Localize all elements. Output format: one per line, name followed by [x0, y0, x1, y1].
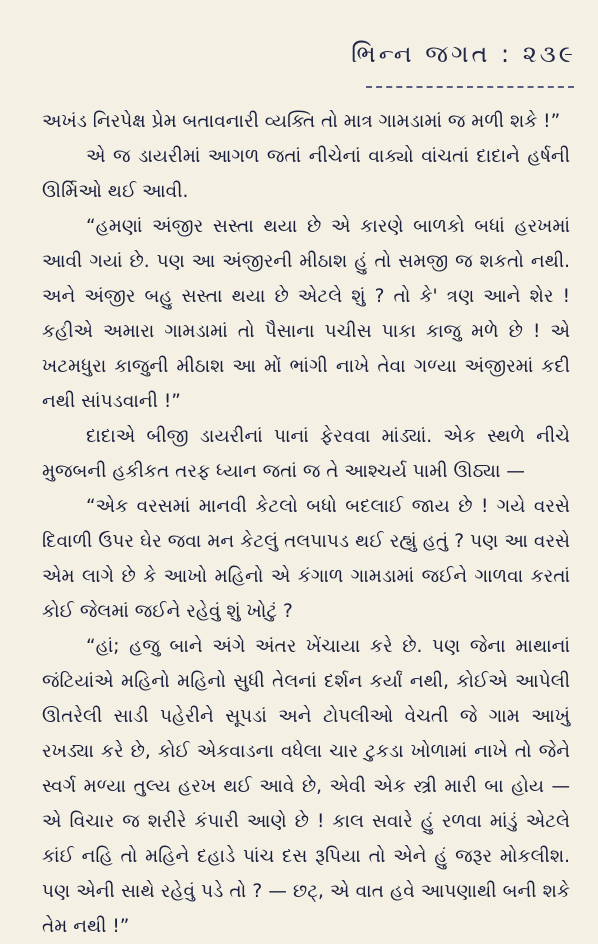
- paragraph: “હમણાં અંજીર સસ્તા થયા છે એ કારણે બાળકો બધાં હરખમાં આવી ગયાં છે. પણ આ અંજીરની મીઠાશ હું તો સમજી જ શકતો નથી. અને અંજીર બહુ સસ્તા થયા છે એટલે શું ? તો કે' ત્રણ આને શેર ! કહીએ અમારા ગામડામાં તો પૈસાના પચીસ પાકા કાજુ મળે છે ! એ ખટમધુરા કાજુની મીઠાશ આ મોં ભાંગી નાખે તેવા ગળ્યા અંજીરમાં કદી નથી સાંપડવાની !”: [42, 216, 570, 412]
- paragraph: “એક વરસમાં માનવી કેટલો બધો બદલાઈ જાય છે ! ગયે વરસે દિવાળી ઉપર ઘેર જવા મન કેટલું તલપાપડ થઈ રહ્યું હતું ? પણ આ વરસે એમ લાગે છે કે આખો મહિનો એ કંગાળ ગામડામાં જઈને ગાળવા કરતાં કોઈ જેલમાં જઈને રહેવું શું ખોટું ?: [42, 496, 570, 622]
- paragraph: એ જ ડાયરીમાં આગળ જતાં નીચેનાં વાક્યો વાંચતાં દાદાને હર્ષની ઊર્મિઓ થઈ આવી.: [42, 146, 570, 202]
- paragraph: દાદાએ બીજી ડાયરીનાં પાનાં ફેરવવા માંડ્યાં. એક સ્થળે નીચે મુજબની હકીકત તરફ ધ્યાન જતાં જ તે આશ્ચર્ય પામી ઊઠ્યા —: [42, 426, 570, 482]
- paragraph: “હાં; હજુ બાને અંગે અંતર ખેંચાયા કરે છે. પણ જેના માથાનાં જંટિયાંએ મહિનો મહિનો સુધી તેલનાં દર્શન કર્યાં નથી, કોઈએ આપેલી ઊતરેલી સાડી પહેરીને સૂપડાં અને ટોપલીઓ વેચતી જે ગામ આખું રખડ્યા કરે છે, કોઈ એકવાડના વધેલા ચાર ટુકડા ખોળામાં નાખે તો જેને સ્વર્ગ મળ્યા તુલ્ય હરખ થઈ આવે છે, એવી એક સ્ત્રી મારી બા હોય — એ વિચાર જ શરીરે કંપારી આણે છે ! કાલ સવારે હું રળવા માંડું એટલે કાંઈ નહિ તો મહિને દહાડે પાંચ દસ રૂપિયા તો એને હું જરૂર મોકલીશ. પણ એની સાથે રહેવું પડે તો ? — છટ્, એ વાત હવે આપણાથી બની શકે તેમ નથી !”: [42, 636, 570, 937]
- body-text: [42, 104, 570, 944]
- header-rule: [366, 86, 574, 88]
- running-header: ભિન્ન જગત : ૨૩૯: [351, 40, 576, 68]
- paragraph: અખંડ નિરપેક્ષ પ્રેમ બતાવનારી વ્યક્તિ તો માત્ર ગામડામાં જ મળી શકે !”: [42, 111, 561, 132]
